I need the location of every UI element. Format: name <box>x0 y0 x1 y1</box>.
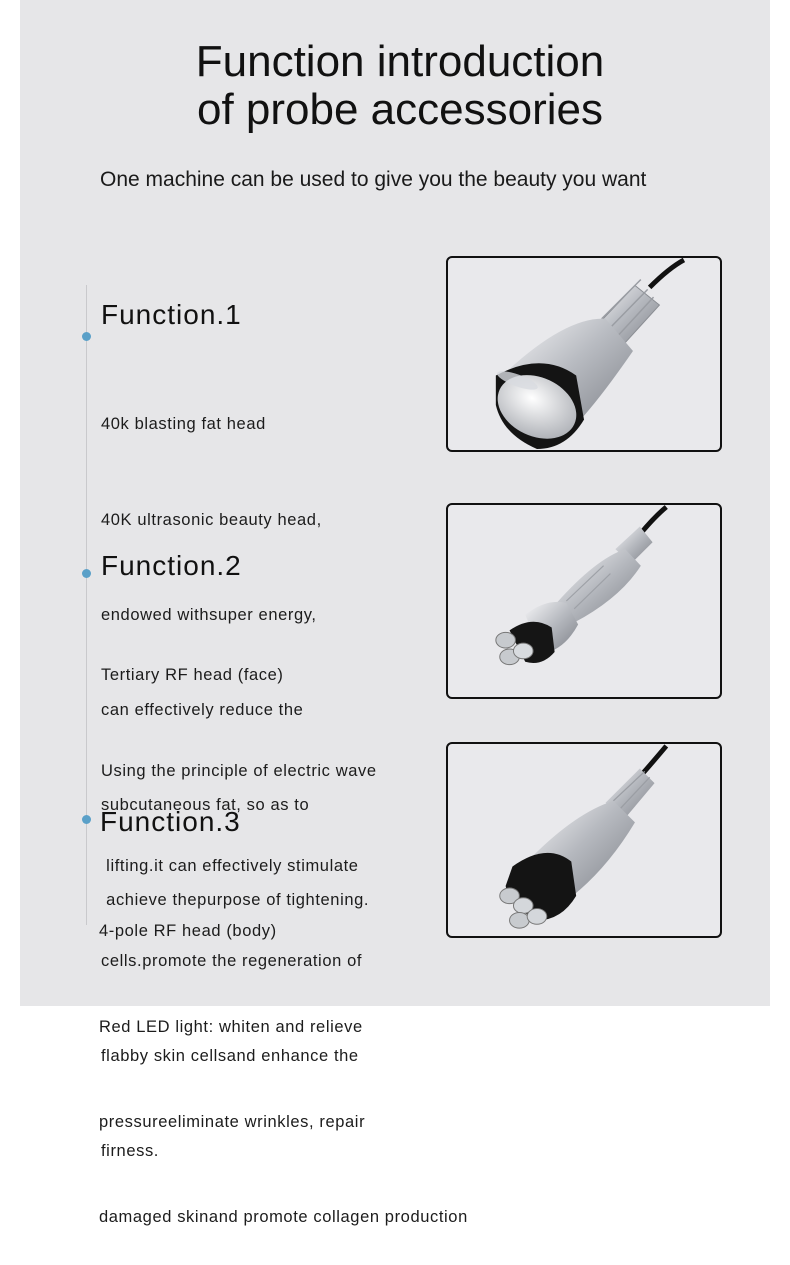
probe-image-3 <box>446 742 722 938</box>
description-line: subcutaneous fat, so as to <box>101 795 310 814</box>
description-line: flabby skin cellsand enhance the <box>101 1046 359 1065</box>
description-line: cells.promote the regeneration of <box>101 951 363 970</box>
bullet-dot <box>82 569 91 578</box>
description-line: damaged skinand promote collagen production <box>99 1207 468 1226</box>
function-1-heading: Function.1 <box>101 299 242 330</box>
description-line: lifting.it can effectively stimulate <box>101 856 359 875</box>
probe-image-2 <box>446 503 722 699</box>
bullet-dot <box>82 332 91 341</box>
description-line: can effectively reduce the <box>101 700 304 719</box>
probe-image-1 <box>446 256 722 452</box>
description-line: Tertiary RF head (face) <box>101 666 284 685</box>
quadripolar-rf-probe-icon <box>448 744 720 936</box>
tripolar-rf-probe-icon <box>448 505 720 697</box>
function-3-heading: Function.3 <box>100 806 241 837</box>
function-2-heading: Function.2 <box>101 550 242 581</box>
description-line: pressureeliminate wrinkles, repair <box>99 1112 366 1131</box>
description-line: Using the principle of electric wave <box>101 761 377 780</box>
description-line: endowed withsuper energy, <box>101 605 317 624</box>
page-title-line-2: of probe accessories <box>197 85 603 134</box>
page-subtitle: One machine can be used to give you the beauty you want <box>100 168 647 191</box>
function-3-description <box>99 853 468 1265</box>
page-title-line-1: Function introduction <box>195 37 605 86</box>
description-line: firness. <box>101 1141 159 1160</box>
description-line: 4-pole RF head (body) <box>99 922 277 941</box>
description-line: achieve thepurpose of tightening. <box>101 890 370 909</box>
page-title <box>0 38 790 134</box>
ultrasonic-probe-icon <box>448 258 720 450</box>
description-line: 40k blasting fat head <box>101 415 266 434</box>
description-line: 40K ultrasonic beauty head, <box>101 510 322 529</box>
description-line: Red LED light: whiten and relieve <box>99 1017 363 1036</box>
bullet-dot <box>82 815 91 824</box>
timeline-divider <box>86 285 87 925</box>
